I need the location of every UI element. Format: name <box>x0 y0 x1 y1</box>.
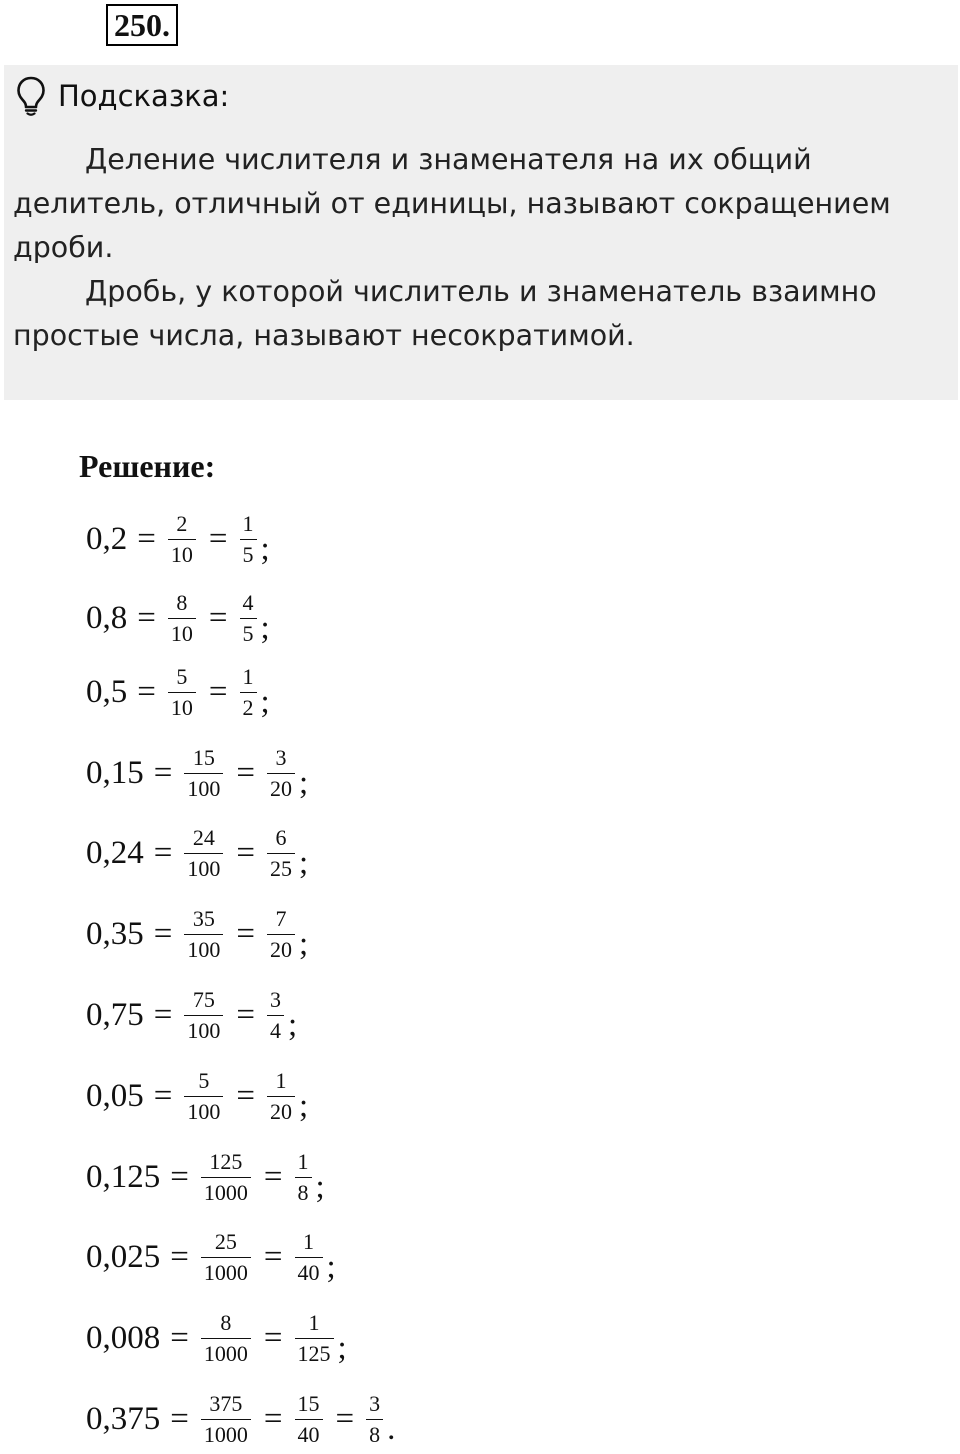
line-end-punctuation: ; <box>260 683 270 720</box>
denominator: 10 <box>168 692 196 721</box>
decimal-value: 0,2 <box>86 520 128 557</box>
fraction <box>201 1229 251 1286</box>
numerator: 8 <box>220 1309 232 1335</box>
numerator: 4 <box>242 589 254 615</box>
denominator: 100 <box>184 853 223 882</box>
equals-sign: = <box>153 754 173 791</box>
equals-sign: = <box>263 1158 283 1195</box>
denominator: 1000 <box>201 1338 251 1367</box>
hint-text <box>13 138 943 358</box>
decimal-value: 0,008 <box>86 1319 161 1356</box>
decimal-value: 0,15 <box>86 754 144 791</box>
decimal-value: 0,8 <box>86 599 128 636</box>
equals-sign: = <box>263 1238 283 1275</box>
denominator: 1000 <box>201 1419 251 1448</box>
equals-sign: = <box>263 1400 283 1437</box>
numerator: 375 <box>209 1390 243 1416</box>
numerator: 75 <box>192 986 215 1012</box>
numerator: 3 <box>275 744 287 770</box>
task-number: 250. <box>106 4 178 46</box>
hint-paragraph: Деление числителя и знаменателя на их общий делитель, отличный от единицы, называют сокращением дроби. <box>13 143 891 264</box>
fraction <box>267 906 295 963</box>
numerator: 6 <box>275 824 287 850</box>
equation-line <box>86 1384 395 1454</box>
equation-line <box>86 899 308 969</box>
equals-sign: = <box>208 599 228 636</box>
equals-sign: = <box>170 1238 189 1275</box>
numerator: 125 <box>209 1148 243 1174</box>
line-end-punctuation: ; <box>260 530 270 567</box>
numerator: 1 <box>297 1148 309 1174</box>
denominator: 8 <box>366 1419 383 1448</box>
fraction <box>267 745 295 802</box>
hint-paragraph: Дробь, у которой числитель и знаменатель взаимно простые числа, называют несократимой. <box>13 275 877 352</box>
fraction <box>168 511 196 568</box>
denominator: 5 <box>240 539 257 568</box>
denominator: 40 <box>295 1419 323 1448</box>
fraction <box>184 906 223 963</box>
equals-sign: = <box>236 834 255 871</box>
fraction <box>184 745 223 802</box>
decimal-value: 0,025 <box>86 1238 161 1275</box>
equation-line <box>86 1061 308 1131</box>
equals-sign: = <box>153 1077 173 1114</box>
equals-sign: = <box>236 915 255 952</box>
equals-sign: = <box>153 915 173 952</box>
fraction <box>240 511 257 568</box>
decimal-value: 0,125 <box>86 1158 161 1195</box>
equation-line <box>86 1303 347 1373</box>
numerator: 1 <box>303 1228 314 1254</box>
equals-sign: = <box>137 599 156 636</box>
line-end-punctuation: ; <box>299 764 309 801</box>
numerator: 24 <box>192 824 215 850</box>
denominator: 100 <box>184 934 223 963</box>
equation-line <box>86 583 270 653</box>
line-end-punctuation: ; <box>326 1248 336 1285</box>
numerator: 2 <box>176 510 188 536</box>
numerator: 7 <box>275 905 287 931</box>
denominator: 4 <box>267 1015 284 1044</box>
fraction <box>168 590 196 647</box>
denominator: 10 <box>168 618 196 647</box>
numerator: 15 <box>192 744 215 770</box>
fraction <box>240 664 257 721</box>
numerator: 3 <box>270 986 281 1012</box>
numerator: 1 <box>242 510 254 536</box>
equals-sign: = <box>137 520 156 557</box>
decimal-value: 0,5 <box>86 673 128 710</box>
line-end-punctuation: ; <box>315 1168 325 1205</box>
solution-title: Решение: <box>79 448 216 484</box>
numerator: 1 <box>242 663 254 689</box>
equals-sign: = <box>137 673 156 710</box>
denominator: 100 <box>184 773 223 802</box>
fraction <box>267 825 295 882</box>
fraction <box>295 1310 334 1367</box>
equals-sign: = <box>208 520 228 557</box>
fraction <box>240 590 257 647</box>
equals-sign: = <box>170 1319 189 1356</box>
denominator: 5 <box>240 618 257 647</box>
line-end-punctuation: ; <box>288 1006 298 1043</box>
denominator: 20 <box>267 934 295 963</box>
denominator: 2 <box>240 692 257 721</box>
line-end-punctuation: ; <box>299 844 309 881</box>
hint-header <box>16 76 229 116</box>
equals-sign: = <box>335 1400 355 1437</box>
fraction <box>184 825 223 882</box>
equation-line <box>86 818 308 888</box>
fraction <box>366 1391 383 1448</box>
line-end-punctuation: ; <box>260 609 270 646</box>
denominator: 1000 <box>201 1257 251 1286</box>
fraction <box>201 1391 251 1448</box>
numerator: 35 <box>192 905 215 931</box>
denominator: 1000 <box>201 1177 251 1206</box>
denominator: 20 <box>267 1096 295 1125</box>
fraction <box>267 987 284 1044</box>
numerator: 5 <box>176 663 188 689</box>
equation-line <box>86 738 308 808</box>
fraction <box>295 1229 323 1286</box>
decimal-value: 0,375 <box>86 1400 161 1437</box>
decimal-value: 0,24 <box>86 834 144 871</box>
fraction <box>201 1149 251 1206</box>
line-end-punctuation: ; <box>337 1329 347 1366</box>
equals-sign: = <box>236 996 255 1033</box>
equals-sign: = <box>170 1400 189 1437</box>
line-end-punctuation: ; <box>299 1087 309 1124</box>
denominator: 20 <box>267 773 295 802</box>
equation-line <box>86 1222 336 1292</box>
lightbulb-icon <box>16 76 46 116</box>
equals-sign: = <box>170 1158 189 1195</box>
hint-title: Подсказка: <box>58 79 230 113</box>
denominator: 8 <box>295 1177 312 1206</box>
numerator: 3 <box>369 1390 381 1416</box>
equation-line <box>86 980 297 1050</box>
equation-line <box>86 504 270 574</box>
equals-sign: = <box>263 1319 283 1356</box>
fraction <box>184 987 223 1044</box>
numerator: 5 <box>198 1067 210 1093</box>
numerator: 8 <box>176 589 188 615</box>
numerator: 1 <box>275 1067 287 1093</box>
equation-line <box>86 1142 325 1212</box>
numerator: 25 <box>214 1228 237 1254</box>
fraction <box>201 1310 251 1367</box>
fraction <box>295 1149 312 1206</box>
equals-sign: = <box>153 834 173 871</box>
equals-sign: = <box>208 673 228 710</box>
line-end-punctuation: ; <box>299 925 309 962</box>
fraction <box>295 1391 323 1448</box>
decimal-value: 0,35 <box>86 915 144 952</box>
denominator: 100 <box>184 1096 223 1125</box>
denominator: 100 <box>184 1015 223 1044</box>
denominator: 40 <box>295 1257 323 1286</box>
denominator: 25 <box>267 853 295 882</box>
line-end-punctuation: . <box>387 1410 396 1447</box>
fraction <box>267 1068 295 1125</box>
decimal-value: 0,05 <box>86 1077 144 1114</box>
equation-line <box>86 657 270 727</box>
decimal-value: 0,75 <box>86 996 144 1033</box>
numerator: 15 <box>297 1390 320 1416</box>
equals-sign: = <box>236 1077 255 1114</box>
denominator: 10 <box>168 539 196 568</box>
equals-sign: = <box>236 754 255 791</box>
fraction <box>168 664 196 721</box>
numerator: 1 <box>308 1309 320 1335</box>
equals-sign: = <box>153 996 173 1033</box>
fraction <box>184 1068 223 1125</box>
denominator: 125 <box>295 1338 334 1367</box>
